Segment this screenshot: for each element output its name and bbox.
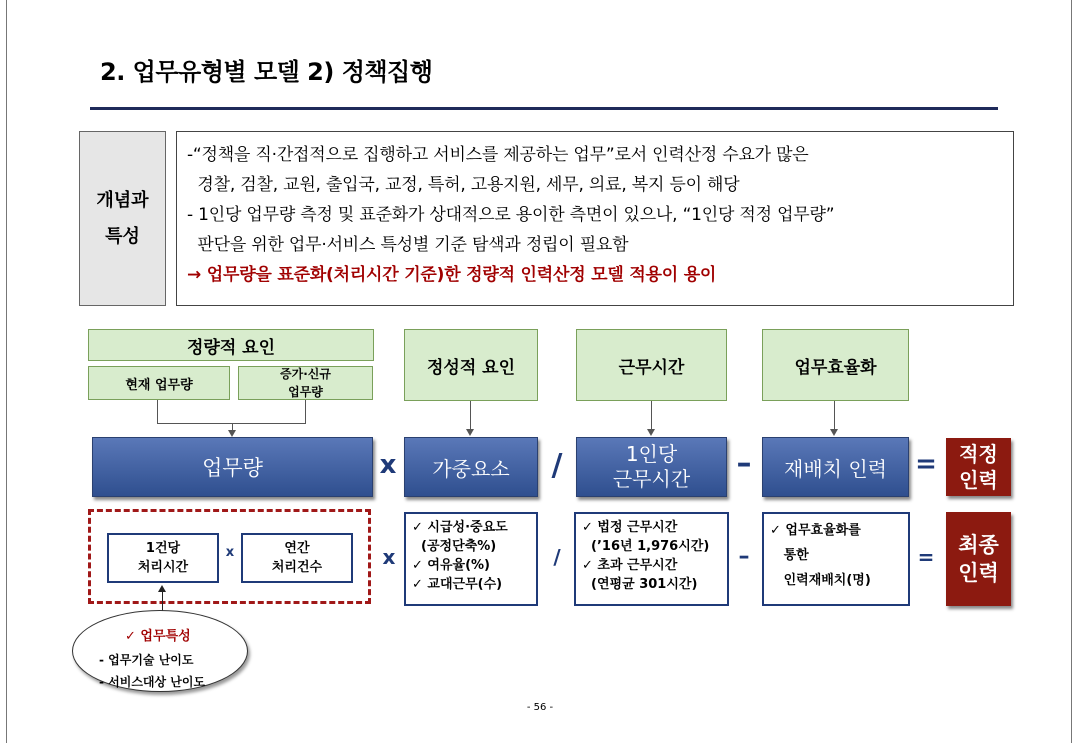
current-workload-box: 현재 업무량 <box>88 366 230 400</box>
title-rule <box>90 107 998 110</box>
equals-operator: = <box>915 449 937 479</box>
increase-workload-box: 증가·신규 업무량 <box>238 366 373 400</box>
connector-line <box>470 401 471 430</box>
per-person-worktime-box: 1인당 근무시간 <box>576 437 727 497</box>
quant-factor-box: 정량적 요인 <box>88 329 374 361</box>
concept-description <box>176 131 1014 306</box>
final-staff-box: 최종 인력 <box>946 512 1011 606</box>
weight-factor-box: 가중요소 <box>404 437 538 497</box>
minus-operator: – <box>738 544 750 569</box>
concept-line-4: 판단을 위한 업무·서비스 특성별 기준 탐색과 정립이 필요함 <box>187 235 629 255</box>
concept-line-2: 경찰, 검찰, 교원, 출입국, 교정, 특허, 고용지원, 세무, 의료, 복지 등이 해당 <box>187 175 740 195</box>
worktime-criteria-box: ✓ 법정 근무시간 (’16년 1,976시간) ✓ 초과 근무시간 (연평균 301시간) <box>574 512 729 606</box>
multiply-operator: x <box>379 450 397 480</box>
connector-line <box>305 400 306 424</box>
arrow-down-icon <box>830 429 838 436</box>
inner-multiply-operator: x <box>225 545 235 560</box>
per-case-time-box: 1건당 처리시간 <box>107 533 219 583</box>
minus-operator: – <box>736 446 752 481</box>
annual-cases-box: 연간 처리건수 <box>241 533 353 583</box>
oval-heading: ✓ 업무특성 <box>125 629 191 644</box>
efficiency-criteria-box: ✓ 업무효율화를 통한 인력재배치(명) <box>762 512 910 606</box>
work-characteristics-oval <box>72 610 248 692</box>
multiply-operator: x <box>382 545 396 569</box>
oval-item-2: - 서비스대상 난이도 <box>99 675 206 689</box>
workload-box: 업무량 <box>92 437 373 497</box>
page-title: 2. 업무유형별 모델 2) 정책집행 <box>100 58 433 86</box>
oval-item-1: - 업무기술 난이도 <box>99 653 194 667</box>
reallocation-box: 재배치 인력 <box>762 437 909 497</box>
page-number: - 56 - <box>526 702 554 713</box>
concept-label: 개념과 특성 <box>79 131 166 306</box>
divide-operator: / <box>553 545 561 569</box>
connector-line <box>162 590 163 612</box>
arrow-up-icon <box>158 585 166 592</box>
divide-operator: / <box>551 448 563 483</box>
concept-conclusion: → 업무량을 표준화(처리시간 기준)한 정량적 인력산정 모델 적용이 용이 <box>187 265 717 285</box>
weight-criteria-box: ✓ 시급성·중요도 (공정단축%) ✓ 여유율(%) ✓ 교대근무(수) <box>404 512 538 606</box>
arrow-down-icon <box>466 429 474 436</box>
appropriate-staff-box: 적정 인력 <box>946 438 1011 496</box>
equals-operator: = <box>917 545 935 569</box>
qual-factor-box: 정성적 요인 <box>404 329 538 401</box>
connector-line <box>834 401 835 430</box>
arrow-down-icon <box>647 429 655 436</box>
arrow-down-icon <box>228 430 236 437</box>
worktime-factor-box: 근무시간 <box>576 329 727 401</box>
concept-line-1: -“정책을 직·간접적으로 집행하고 서비스를 제공하는 업무”로서 인력산정 수요가 많은 <box>187 145 809 165</box>
connector-line <box>651 401 652 430</box>
connector-line <box>157 400 158 424</box>
concept-line-3: - 1인당 업무량 측정 및 표준화가 상대적으로 용이한 측면이 있으나, “1인당 적정 업무량” <box>187 205 835 225</box>
efficiency-factor-box: 업무효율화 <box>762 329 909 401</box>
